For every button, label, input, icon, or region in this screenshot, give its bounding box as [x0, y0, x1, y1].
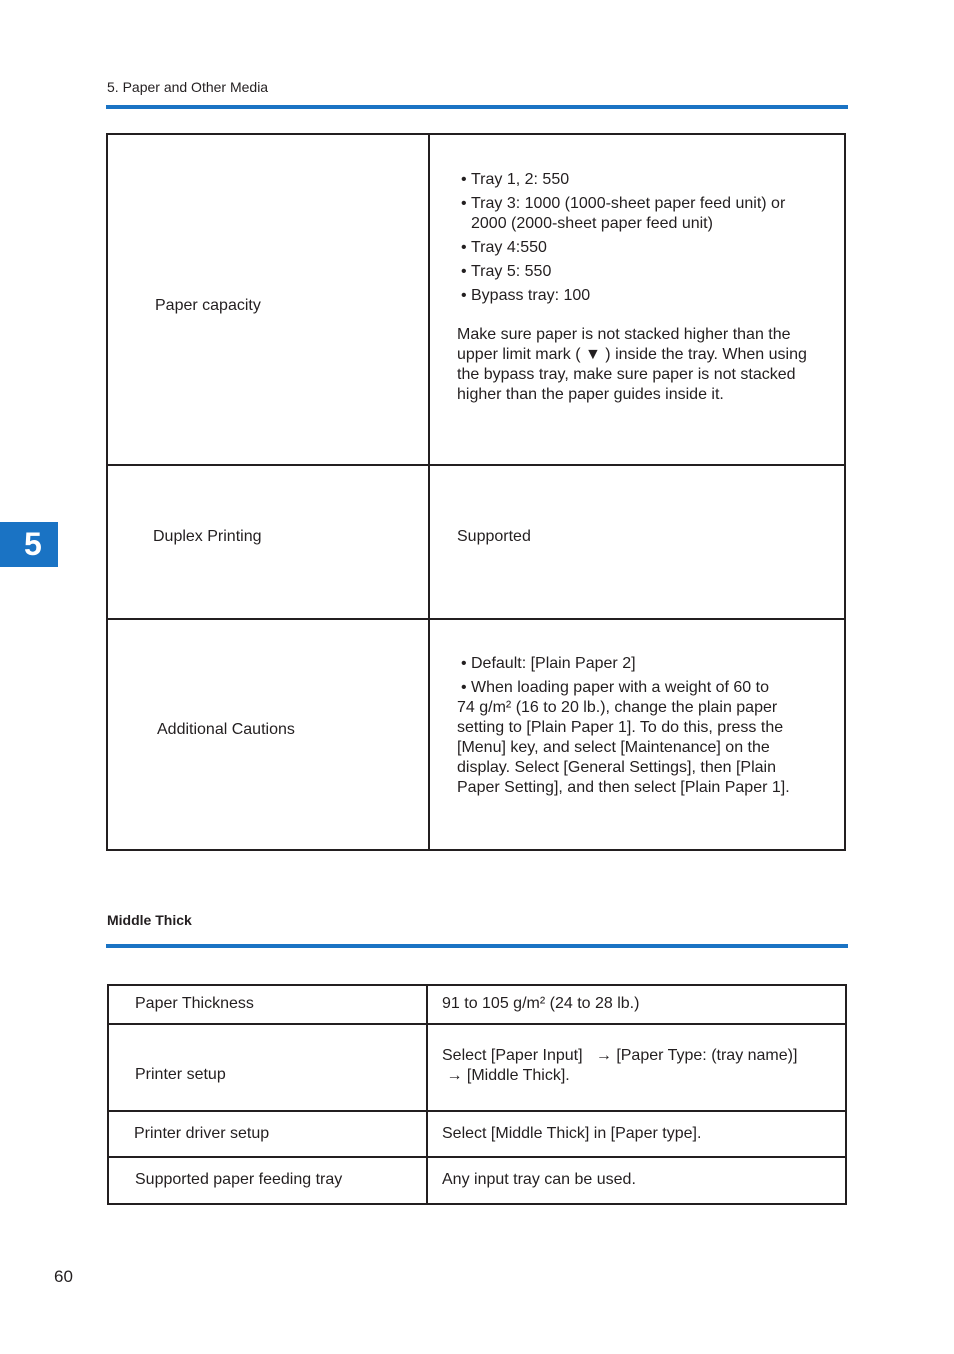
paper-spec-table — [106, 133, 846, 851]
printer-driver-setup-value: Select [Middle Thick] in [Paper type]. — [442, 1125, 702, 1142]
header-rule — [106, 105, 848, 109]
list-item: • Tray 3: 1000 (1000-sheet paper feed unit) or — [457, 194, 827, 214]
paper-capacity-list — [457, 170, 827, 310]
row-divider — [108, 464, 844, 466]
printer-setup-value-line2: → [Middle Thick]. — [442, 1067, 570, 1084]
row-label-printer-setup: Printer setup — [135, 1066, 226, 1083]
row-label-paper-capacity: Paper capacity — [155, 297, 261, 314]
column-divider — [428, 135, 430, 849]
running-header: 5. Paper and Other Media — [107, 79, 269, 95]
printer-setup-value-line1: Select [Paper Input] → [Paper Type: (tray name)] — [442, 1047, 798, 1064]
page-number: 60 — [54, 1267, 73, 1286]
paper-capacity-note: Make sure paper is not stacked higher than the upper limit mark ( ▼ ) inside the tray. When using the bypass tray, make sure paper is not stacked higher than the paper guides inside it. — [457, 326, 807, 403]
row-divider — [109, 1156, 845, 1158]
chapter-tab: 5 — [0, 522, 58, 567]
duplex-printing-value: Supported — [457, 528, 531, 545]
list-item-text: 2000 (2000-sheet paper feed unit) — [471, 215, 713, 232]
row-label-supported-paper-feeding-tray: Supported paper feeding tray — [135, 1171, 343, 1188]
list-item: • When loading paper with a weight of 60 to — [457, 678, 827, 698]
supported-paper-feeding-tray-value: Any input tray can be used. — [442, 1171, 636, 1188]
list-item: • Default: [Plain Paper 2] — [457, 654, 827, 674]
row-label-printer-driver-setup: Printer driver setup — [134, 1125, 270, 1142]
row-label-additional-cautions: Additional Cautions — [157, 721, 295, 738]
list-item: • Tray 5: 550 — [457, 262, 827, 282]
additional-cautions-list — [457, 654, 827, 698]
row-divider — [109, 1110, 845, 1112]
middle-thick-table — [107, 984, 847, 1205]
section-title: Middle Thick — [107, 912, 192, 928]
row-label-duplex-printing: Duplex Printing — [153, 528, 262, 545]
paper-thickness-value: 91 to 105 g/m² (24 to 28 lb.) — [442, 995, 640, 1012]
section-rule — [106, 944, 848, 948]
list-item: • Bypass tray: 100 — [457, 286, 827, 306]
column-divider — [426, 986, 428, 1203]
row-divider — [108, 618, 844, 620]
additional-cautions-text: 74 g/m² (16 to 20 lb.), change the plain paper setting to [Plain Paper 1]. To do this, press the [Menu] key, and select [Maintenance] on the display. Select [General Settings], then [Plain Paper Setting], and then select [Plain Paper 1]. — [457, 699, 790, 796]
list-item: • Tray 4:550 — [457, 238, 827, 258]
row-divider — [109, 1023, 845, 1025]
row-label-paper-thickness: Paper Thickness — [135, 995, 254, 1012]
list-item: • Tray 1, 2: 550 — [457, 170, 827, 190]
list-item-continuation — [457, 214, 827, 234]
